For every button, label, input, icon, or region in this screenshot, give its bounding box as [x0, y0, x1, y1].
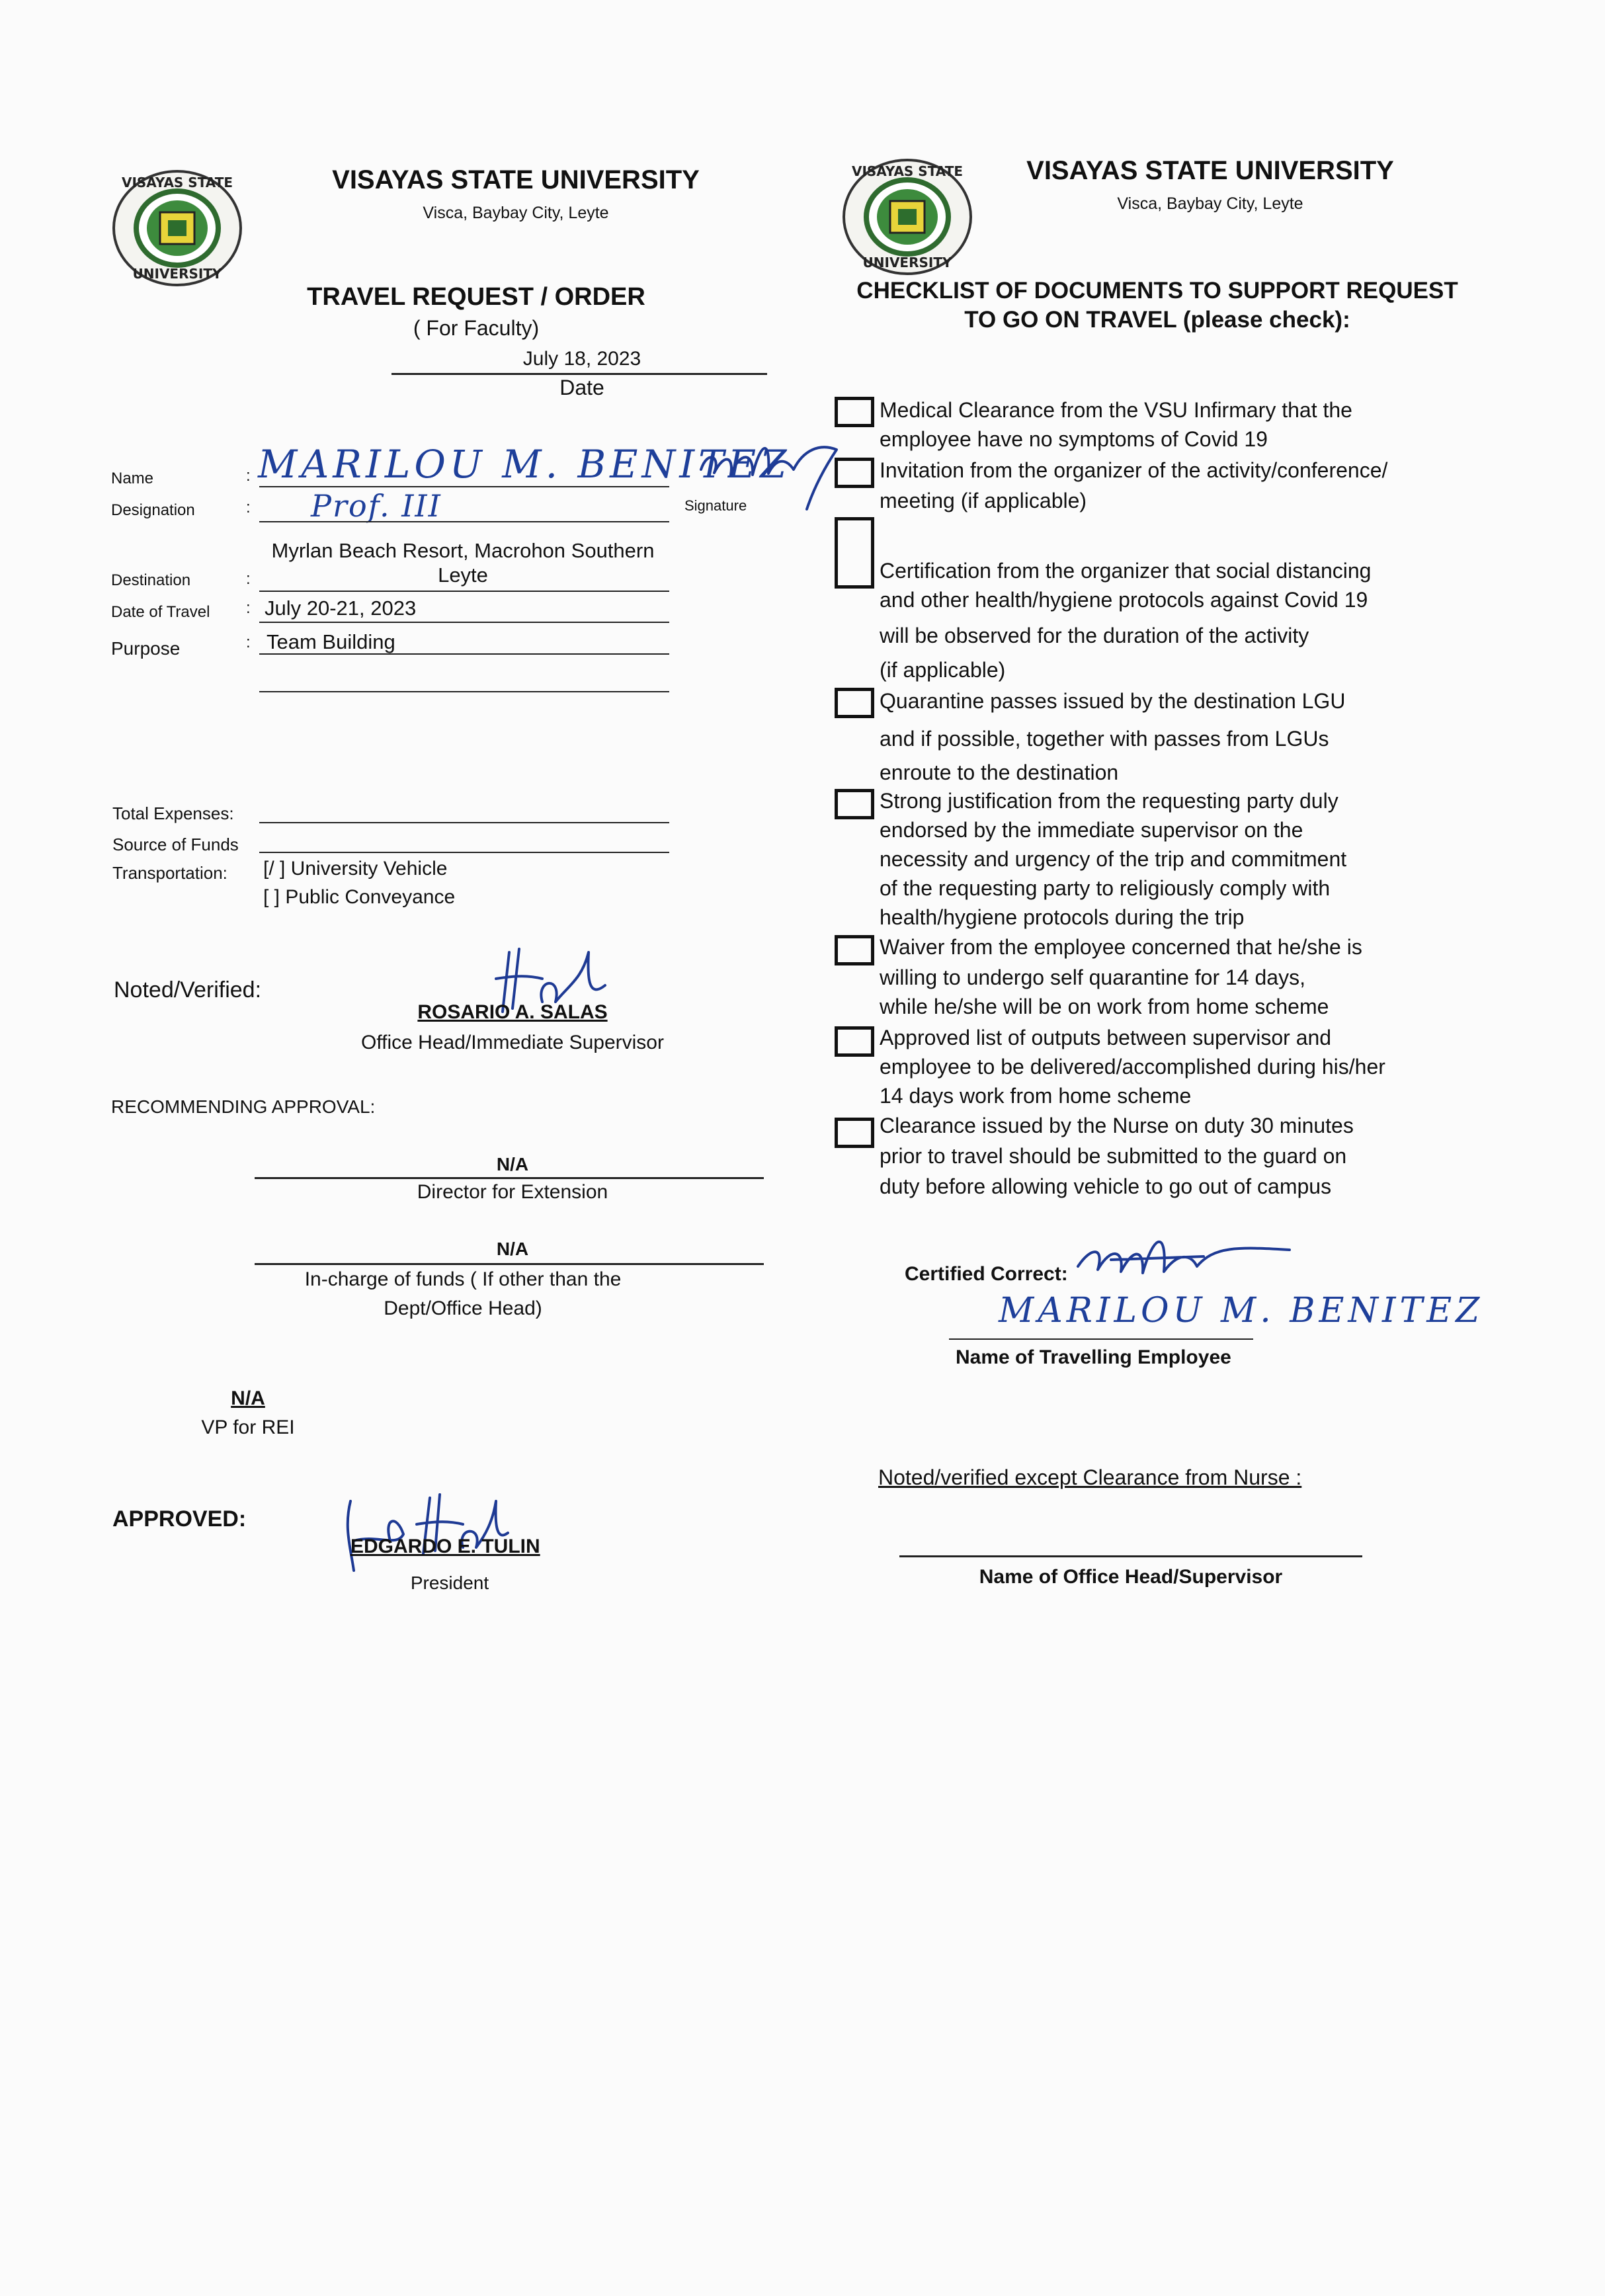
- designation-value: Prof. III: [311, 488, 442, 524]
- checklist-item-3-line2: and other health/hygiene protocols against Covid 19: [880, 588, 1368, 612]
- date-of-travel-value: July 20-21, 2023: [265, 596, 417, 620]
- destination-label: Destination: [111, 571, 191, 589]
- checklist-item-4-line1: Quarantine passes issued by the destination LGU: [880, 689, 1346, 713]
- checklist-item-5-line1: Strong justification from the requesting party duly: [880, 789, 1338, 813]
- svg-text:UNIVERSITY: UNIVERSITY: [132, 266, 222, 282]
- destination-line: [259, 591, 669, 592]
- checkbox-waiver[interactable]: [835, 935, 874, 965]
- destination-value-line1: Myrlan Beach Resort, Macrohon Southern: [271, 539, 655, 562]
- vp-title: VP for REI: [201, 1416, 295, 1438]
- checklist-item-6-line3: while he/she will be on work from home scheme: [880, 995, 1329, 1018]
- checklist-item-6-line1: Waiver from the employee concerned that he/she is: [880, 935, 1362, 959]
- checklist-item-5-line2: endorsed by the immediate supervisor on the: [880, 818, 1303, 842]
- university-name-right: VISAYAS STATE UNIVERSITY: [1026, 156, 1394, 185]
- checklist-title-line1: CHECKLIST OF DOCUMENTS TO SUPPORT REQUEST: [856, 278, 1458, 304]
- travelling-employee-label: Name of Travelling Employee: [956, 1346, 1231, 1368]
- certified-correct-label: Certified Correct:: [905, 1263, 1068, 1285]
- checkbox-invitation[interactable]: [835, 458, 874, 488]
- checkbox-approved-outputs[interactable]: [835, 1026, 874, 1057]
- vp-value: N/A: [231, 1387, 265, 1409]
- date-of-travel-line: [259, 622, 669, 623]
- purpose-line: [259, 653, 669, 655]
- total-expenses-label: Total Expenses:: [112, 803, 234, 823]
- checklist-item-2-line1: Invitation from the organizer of the activity/conference/: [880, 458, 1388, 482]
- checkbox-quarantine-passes[interactable]: [835, 688, 874, 718]
- president-signature: [337, 1488, 509, 1574]
- checklist-item-5-line3: necessity and urgency of the trip and commitment: [880, 847, 1347, 871]
- purpose-label: Purpose: [111, 638, 181, 659]
- form-title: TRAVEL REQUEST / ORDER: [307, 283, 645, 311]
- president-name: EDGARDO E. TULIN: [350, 1536, 540, 1557]
- director-title: Director for Extension: [417, 1181, 608, 1203]
- date-of-travel-label: Date of Travel: [111, 603, 210, 621]
- purpose-line-2: [259, 691, 669, 692]
- checklist-item-7-line3: 14 days work from home scheme: [880, 1084, 1192, 1108]
- checkbox-strong-justification[interactable]: [835, 789, 874, 819]
- checklist-item-5-line5: health/hygiene protocols during the trip: [880, 905, 1245, 929]
- checklist-item-2-line2: meeting (if applicable): [880, 489, 1087, 512]
- checklist-item-8-line3: duty before allowing vehicle to go out of campus: [880, 1174, 1332, 1198]
- source-of-funds-line: [259, 852, 669, 853]
- approved-label: APPROVED:: [112, 1506, 247, 1532]
- request-date-value: July 18, 2023: [522, 348, 641, 370]
- checklist-item-6-line2: willing to undergo self quarantine for 14 days,: [880, 965, 1305, 989]
- purpose-colon: :: [246, 634, 251, 651]
- name-colon: :: [246, 467, 251, 485]
- incharge-line: [255, 1263, 764, 1265]
- date-label: Date: [559, 376, 604, 399]
- university-name-left: VISAYAS STATE UNIVERSITY: [332, 165, 700, 194]
- destination-colon: :: [246, 570, 251, 588]
- checklist-item-3-line1: Certification from the organizer that social distancing: [880, 559, 1372, 583]
- checklist-item-4-line3: enroute to the destination: [880, 760, 1119, 784]
- source-of-funds-label: Source of Funds: [112, 835, 239, 854]
- certified-line: [949, 1338, 1253, 1340]
- svg-text:UNIVERSITY: UNIVERSITY: [862, 255, 952, 270]
- signature-label: Signature: [684, 497, 747, 514]
- designation-colon: :: [246, 499, 251, 516]
- office-head-line: [899, 1555, 1362, 1557]
- total-expenses-line: [259, 822, 669, 823]
- name-value: MARILOU M. BENITEZ: [258, 442, 791, 487]
- designation-line: [259, 521, 669, 522]
- checklist-item-7-line1: Approved list of outputs between supervisor and: [880, 1026, 1332, 1049]
- checklist-item-8-line1: Clearance issued by the Nurse on duty 30 minutes: [880, 1114, 1354, 1137]
- svg-text:VISAYAS STATE: VISAYAS STATE: [121, 175, 233, 190]
- checklist-item-5-line4: of the requesting party to religiously comply with: [880, 876, 1331, 900]
- name-label: Name: [111, 470, 154, 487]
- office-head-label: Name of Office Head/Supervisor: [979, 1566, 1283, 1588]
- destination-value-line2: Leyte: [438, 563, 488, 587]
- checklist-item-8-line2: prior to travel should be submitted to the guard on: [880, 1144, 1347, 1168]
- checklist-item-4-line2: and if possible, together with passes from LGUs: [880, 727, 1329, 751]
- noted-except-nurse: Noted/verified except Clearance from Nurse :: [878, 1465, 1302, 1489]
- president-title: President: [410, 1573, 489, 1593]
- checklist-item-3-line4: (if applicable): [880, 658, 1006, 682]
- certified-signature: [1071, 1227, 1309, 1299]
- checkbox-certification[interactable]: [835, 517, 874, 589]
- recommending-approval-label: RECOMMENDING APPROVAL:: [111, 1096, 376, 1117]
- director-value: N/A: [496, 1154, 529, 1174]
- university-seal-right: [841, 157, 973, 276]
- checklist-item-3-line3: will be observed for the duration of the activity: [880, 624, 1309, 647]
- supervisor-name: ROSARIO A. SALAS: [417, 1001, 608, 1023]
- checkbox-nurse-clearance[interactable]: [835, 1118, 874, 1148]
- university-address-left: Visca, Baybay City, Leyte: [423, 204, 609, 222]
- checklist-item-7-line2: employee to be delivered/accomplished during his/her: [880, 1055, 1385, 1079]
- form-subtitle: ( For Faculty): [413, 316, 540, 340]
- name-line: [259, 486, 669, 487]
- checklist-item-1-line2: employee have no symptoms of Covid 19: [880, 427, 1268, 451]
- svg-text:VISAYAS STATE: VISAYAS STATE: [851, 163, 964, 179]
- noted-verified-label: Noted/Verified:: [114, 977, 262, 1003]
- transport-option-public-conveyance[interactable]: [ ] Public Conveyance: [263, 886, 456, 908]
- transportation-label: Transportation:: [112, 863, 227, 883]
- checklist-item-1-line1: Medical Clearance from the VSU Infirmary that the: [880, 398, 1352, 422]
- incharge-value: N/A: [496, 1239, 529, 1259]
- university-address-right: Visca, Baybay City, Leyte: [1117, 194, 1303, 213]
- checklist-title-line2: TO GO ON TRAVEL (please check):: [964, 307, 1350, 333]
- certified-name: MARILOU M. BENITEZ: [999, 1291, 1484, 1331]
- supervisor-title: Office Head/Immediate Supervisor: [361, 1032, 664, 1053]
- purpose-value: Team Building: [267, 630, 395, 653]
- date-line: [391, 373, 767, 375]
- incharge-title-line1: In-charge of funds ( If other than the: [304, 1268, 622, 1290]
- designation-label: Designation: [111, 501, 195, 519]
- date-of-travel-colon: :: [246, 599, 251, 617]
- director-line: [255, 1177, 764, 1179]
- incharge-title-line2: Dept/Office Head): [384, 1297, 542, 1319]
- university-seal-left: [111, 169, 243, 288]
- transport-option-university-vehicle[interactable]: [/ ] University Vehicle: [263, 858, 448, 880]
- checkbox-medical-clearance[interactable]: [835, 397, 874, 427]
